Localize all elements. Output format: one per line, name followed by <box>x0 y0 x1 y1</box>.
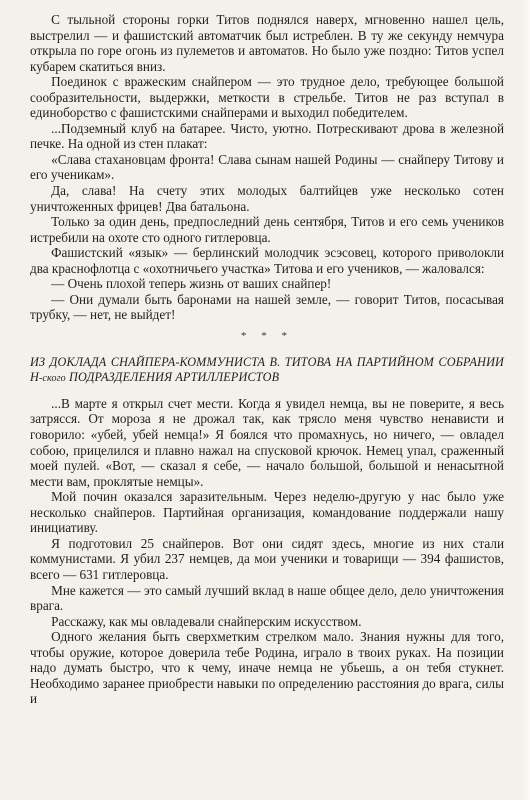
heading-suffix: -ского <box>38 372 66 384</box>
paragraph: Я подготовил 25 снайперов. Вот они сидят здесь, многие из них стали коммунистами. Я убил 237 немцев, да мои ученики и товарищи — 394 фашистов, всего — 631 гитлеровца. <box>30 535 504 582</box>
paragraph: ...Подземный клуб на батарее. Чисто, уютно. Потрескивают дрова в железной печке. На одной из стен плакат: <box>30 120 504 152</box>
heading-text: ИЗ ДОКЛАДА СНАЙПЕРА-КОММУНИСТА В. ТИТОВА НА ПАРТИЙНОМ СОБРАНИИ Н <box>30 354 504 384</box>
paragraph: Фашистский «язык» — берлинский молодчик эсэсовец, которого приволокли два краснофлотца с «охотничьего участка» Титова и его учеников, — жаловался: <box>30 245 504 276</box>
paragraph: Да, слава! На счету этих молодых балтийцев уже несколько сотен уничтоженных фрицев! Два батальона. <box>30 183 504 214</box>
section-narrative <box>30 12 504 323</box>
paragraph: «Слава стахановцам фронта! Слава сынам нашей Родины — снайперу Титову и его ученикам». <box>30 151 504 183</box>
paragraph: — Они думали быть баронами на нашей земле, — говорит Титов, посасывая трубку, — нет, не выйдет! <box>30 291 504 323</box>
paragraph: — Очень плохой теперь жизнь от ваших снайпер! <box>51 276 332 292</box>
paragraph: Мне кажется — это самый лучший вклад в наше общее дело, дело уничтожения врага. <box>30 582 504 614</box>
paragraph: Поединок с вражеским снайпером — это трудное дело, требующее большой сообразительности, выдержки, меткости в стрельбе. Титов не раз вступал в единоборство с фашистскими снайперами и выходил победителем. <box>30 74 504 121</box>
paragraph: Расскажу, как мы овладевали снайперским искусством. <box>51 613 362 629</box>
section-report <box>30 396 504 707</box>
paragraph: Мой почин оказался заразительным. Через неделю-другую у нас было уже несколько снайперов. Партийная организация, командование поддержали нашу инициативу. <box>30 489 504 536</box>
heading-text-end: ПОДРАЗДЕЛЕНИЯ АРТИЛЛЕРИСТОВ <box>65 369 280 384</box>
section-separator: * * * <box>241 329 293 342</box>
paragraph: Одного желания быть сверхметким стрелком мало. Знания нужны для того, чтобы оружие, которое доверила тебе Родина, играло в твоих руках. На позиции надо думать быстро, что к чему, иначе немца не убьешь, а он тебя стукнет. Необходимо заранее приобрести навыки по определению расстояния до врага, силы и <box>30 629 504 707</box>
paragraph: С тыльной стороны горки Титов поднялся наверх, мгновенно нашел цель, выстрелил — и фашистский автоматчик был истреблен. В ту же секунду немчура открыла по горе огонь из пулеметов и автоматов. Но было уже поздно: Титов успел кубарем скатиться вниз. <box>30 12 504 74</box>
paragraph: Только за один день, предпоследний день сентября, Титов и его семь учеников истребили на охоте сто одного гитлеровца. <box>30 214 504 245</box>
section-heading <box>30 355 504 386</box>
paragraph: ...В марте я открыл счет мести. Когда я увидел немца, вы не поверите, я весь затрясся. От мороза я не дрожал так, как трясло меня чувство ненависти и говорило: «убей, убей немца!» Я боялся что промахнусь, но ничего, — овладел собою, прицелился и плавно нажал на спусковой крючок. Немец упал, сраженный моей пулей. «Вот, — сказал я себе, — начало большой, большой и ненасытной мести вам, проклятые немцы». <box>30 395 504 489</box>
